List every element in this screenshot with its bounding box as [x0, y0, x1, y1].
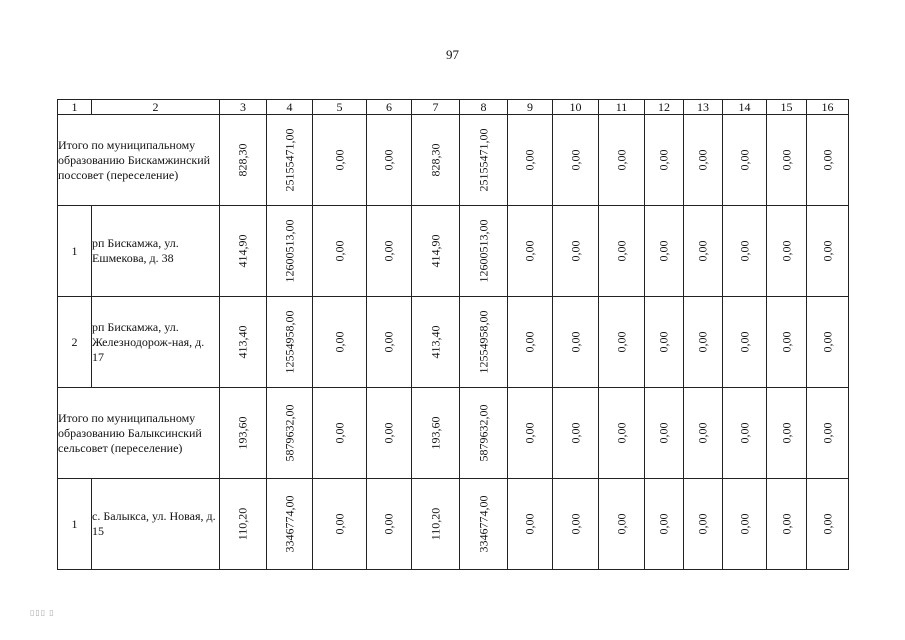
value-text: 0,00 [332, 331, 346, 353]
value-cell [767, 115, 807, 206]
value-text: 3346774,00 [476, 495, 490, 553]
value-cell [367, 479, 412, 570]
value-text: 0,00 [820, 331, 834, 353]
column-header: 10 [553, 100, 599, 115]
total-label: Итого по муниципальному образованию Бискамжинский поссовет (переселение) [58, 115, 220, 206]
column-header: 13 [684, 100, 723, 115]
value-cell [723, 388, 767, 479]
value-cell [508, 479, 553, 570]
value-cell [553, 297, 599, 388]
column-header: 7 [412, 100, 460, 115]
total-row [58, 115, 849, 206]
value-cell [412, 115, 460, 206]
value-cell [460, 388, 508, 479]
value-text: 193,60 [428, 416, 442, 450]
table-header-row [58, 100, 849, 115]
value-text: 0,00 [522, 513, 537, 535]
column-header: 14 [723, 100, 767, 115]
value-cell [412, 297, 460, 388]
value-cell [367, 388, 412, 479]
address-cell: с. Балыкса, ул. Новая, д. 15 [92, 479, 220, 570]
table-body [58, 100, 849, 570]
value-text: 0,00 [820, 149, 834, 171]
value-cell [723, 115, 767, 206]
value-cell [723, 297, 767, 388]
value-cell [767, 388, 807, 479]
value-text: 0,00 [656, 513, 671, 535]
value-cell [645, 206, 684, 297]
row-number: 1 [58, 479, 92, 570]
value-cell [599, 297, 645, 388]
value-text: 0,00 [522, 422, 537, 444]
value-cell [220, 479, 267, 570]
value-cell [313, 388, 367, 479]
value-cell [313, 479, 367, 570]
value-text: 0,00 [779, 331, 793, 353]
value-cell [767, 297, 807, 388]
value-text: 0,00 [779, 240, 793, 262]
value-text: 0,00 [614, 422, 628, 444]
value-text: 0,00 [522, 240, 537, 262]
value-cell [508, 115, 553, 206]
value-text: 0,00 [737, 422, 751, 444]
value-cell [313, 206, 367, 297]
value-cell [412, 479, 460, 570]
value-text: 5879632,00 [476, 404, 490, 462]
value-cell [807, 115, 849, 206]
value-cell [553, 206, 599, 297]
value-cell [220, 115, 267, 206]
data-table [57, 99, 849, 570]
column-header: 5 [313, 100, 367, 115]
value-cell [267, 115, 313, 206]
value-cell [220, 297, 267, 388]
value-text: 25155471,00 [476, 128, 490, 192]
value-text: 12600513,00 [476, 219, 490, 283]
value-text: 414,90 [235, 234, 250, 268]
row-number: 2 [58, 297, 92, 388]
value-cell [267, 479, 313, 570]
value-cell [645, 115, 684, 206]
total-row [58, 388, 849, 479]
value-text: 0,00 [820, 513, 834, 535]
value-text: 0,00 [737, 240, 751, 262]
value-text: 828,30 [428, 143, 442, 177]
value-cell [599, 479, 645, 570]
value-cell [684, 479, 723, 570]
value-text: 0,00 [820, 422, 834, 444]
value-text: 413,40 [235, 325, 250, 359]
value-cell [599, 388, 645, 479]
value-text: 0,00 [568, 149, 582, 171]
value-cell [684, 388, 723, 479]
table-row [58, 206, 849, 297]
scan-artifact: ▯▯▯ ▯ [30, 608, 55, 617]
value-text: 0,00 [779, 422, 793, 444]
value-cell [599, 115, 645, 206]
value-text: 3346774,00 [282, 495, 296, 553]
value-text: 0,00 [656, 240, 671, 262]
value-cell [553, 115, 599, 206]
total-label: Итого по муниципальному образованию Балыксинский сельсовет (переселение) [58, 388, 220, 479]
value-cell [367, 115, 412, 206]
value-text: 0,00 [737, 149, 751, 171]
column-header: 15 [767, 100, 807, 115]
value-cell [553, 388, 599, 479]
column-header: 3 [220, 100, 267, 115]
value-text: 110,20 [235, 507, 250, 541]
value-text: 0,00 [568, 331, 582, 353]
page-number: 97 [446, 47, 459, 62]
column-header: 6 [367, 100, 412, 115]
value-text: 0,00 [656, 422, 671, 444]
value-cell [267, 388, 313, 479]
value-text: 414,90 [428, 234, 442, 268]
value-text: 0,00 [779, 513, 793, 535]
value-text: 0,00 [522, 331, 537, 353]
value-cell [267, 297, 313, 388]
value-cell [684, 115, 723, 206]
column-header: 2 [92, 100, 220, 115]
value-cell [412, 206, 460, 297]
value-text: 0,00 [695, 331, 710, 353]
column-header: 1 [58, 100, 92, 115]
value-text: 0,00 [381, 149, 396, 171]
value-cell [460, 115, 508, 206]
value-cell [807, 479, 849, 570]
address-cell: рп Бискамжа, ул. Железнодорож-ная, д. 17 [92, 297, 220, 388]
value-cell [412, 388, 460, 479]
column-header: 16 [807, 100, 849, 115]
value-text: 0,00 [522, 149, 537, 171]
value-cell [723, 479, 767, 570]
value-text: 0,00 [614, 331, 628, 353]
value-text: 0,00 [381, 240, 396, 262]
value-text: 0,00 [695, 422, 710, 444]
row-number: 1 [58, 206, 92, 297]
value-cell [367, 297, 412, 388]
column-header: 12 [645, 100, 684, 115]
value-cell [267, 206, 313, 297]
value-text: 0,00 [332, 513, 346, 535]
value-text: 25155471,00 [282, 128, 296, 192]
value-text: 0,00 [381, 513, 396, 535]
value-cell [220, 206, 267, 297]
value-cell [723, 206, 767, 297]
value-cell [508, 388, 553, 479]
value-text: 110,20 [428, 507, 442, 541]
value-text: 828,30 [235, 143, 250, 177]
value-cell [767, 479, 807, 570]
value-cell [807, 206, 849, 297]
value-cell [460, 479, 508, 570]
value-text: 0,00 [381, 422, 396, 444]
value-text: 12554958,00 [476, 310, 490, 374]
value-cell [684, 297, 723, 388]
value-cell [367, 206, 412, 297]
value-text: 0,00 [820, 240, 834, 262]
value-cell [645, 297, 684, 388]
value-cell [508, 297, 553, 388]
value-text: 0,00 [737, 331, 751, 353]
column-header: 11 [599, 100, 645, 115]
table-row [58, 297, 849, 388]
value-text: 0,00 [695, 240, 710, 262]
value-text: 0,00 [381, 331, 396, 353]
value-text: 5879632,00 [282, 404, 296, 462]
value-text: 0,00 [614, 240, 628, 262]
column-header: 9 [508, 100, 553, 115]
value-cell [508, 206, 553, 297]
column-header: 4 [267, 100, 313, 115]
value-text: 12600513,00 [282, 219, 296, 283]
value-cell [645, 388, 684, 479]
value-cell [460, 297, 508, 388]
value-cell [553, 479, 599, 570]
value-text: 0,00 [614, 149, 628, 171]
value-text: 12554958,00 [282, 310, 296, 374]
value-cell [220, 388, 267, 479]
value-text: 0,00 [656, 331, 671, 353]
value-cell [313, 115, 367, 206]
value-cell [460, 206, 508, 297]
address-cell: рп Бискамжа, ул. Ешмекова, д. 38 [92, 206, 220, 297]
value-text: 0,00 [332, 149, 346, 171]
value-text: 193,60 [235, 416, 250, 450]
value-text: 0,00 [695, 513, 710, 535]
column-header: 8 [460, 100, 508, 115]
value-text: 0,00 [656, 149, 671, 171]
value-text: 0,00 [695, 149, 710, 171]
value-cell [767, 206, 807, 297]
value-text: 0,00 [332, 240, 346, 262]
value-text: 0,00 [332, 422, 346, 444]
value-cell [807, 297, 849, 388]
value-text: 0,00 [568, 422, 582, 444]
value-cell [645, 479, 684, 570]
value-text: 0,00 [568, 240, 582, 262]
value-text: 0,00 [614, 513, 628, 535]
value-text: 0,00 [568, 513, 582, 535]
table-row [58, 479, 849, 570]
value-cell [599, 206, 645, 297]
value-cell [313, 297, 367, 388]
value-cell [807, 388, 849, 479]
value-text: 0,00 [779, 149, 793, 171]
value-text: 0,00 [737, 513, 751, 535]
value-text: 413,40 [428, 325, 442, 359]
value-cell [684, 206, 723, 297]
